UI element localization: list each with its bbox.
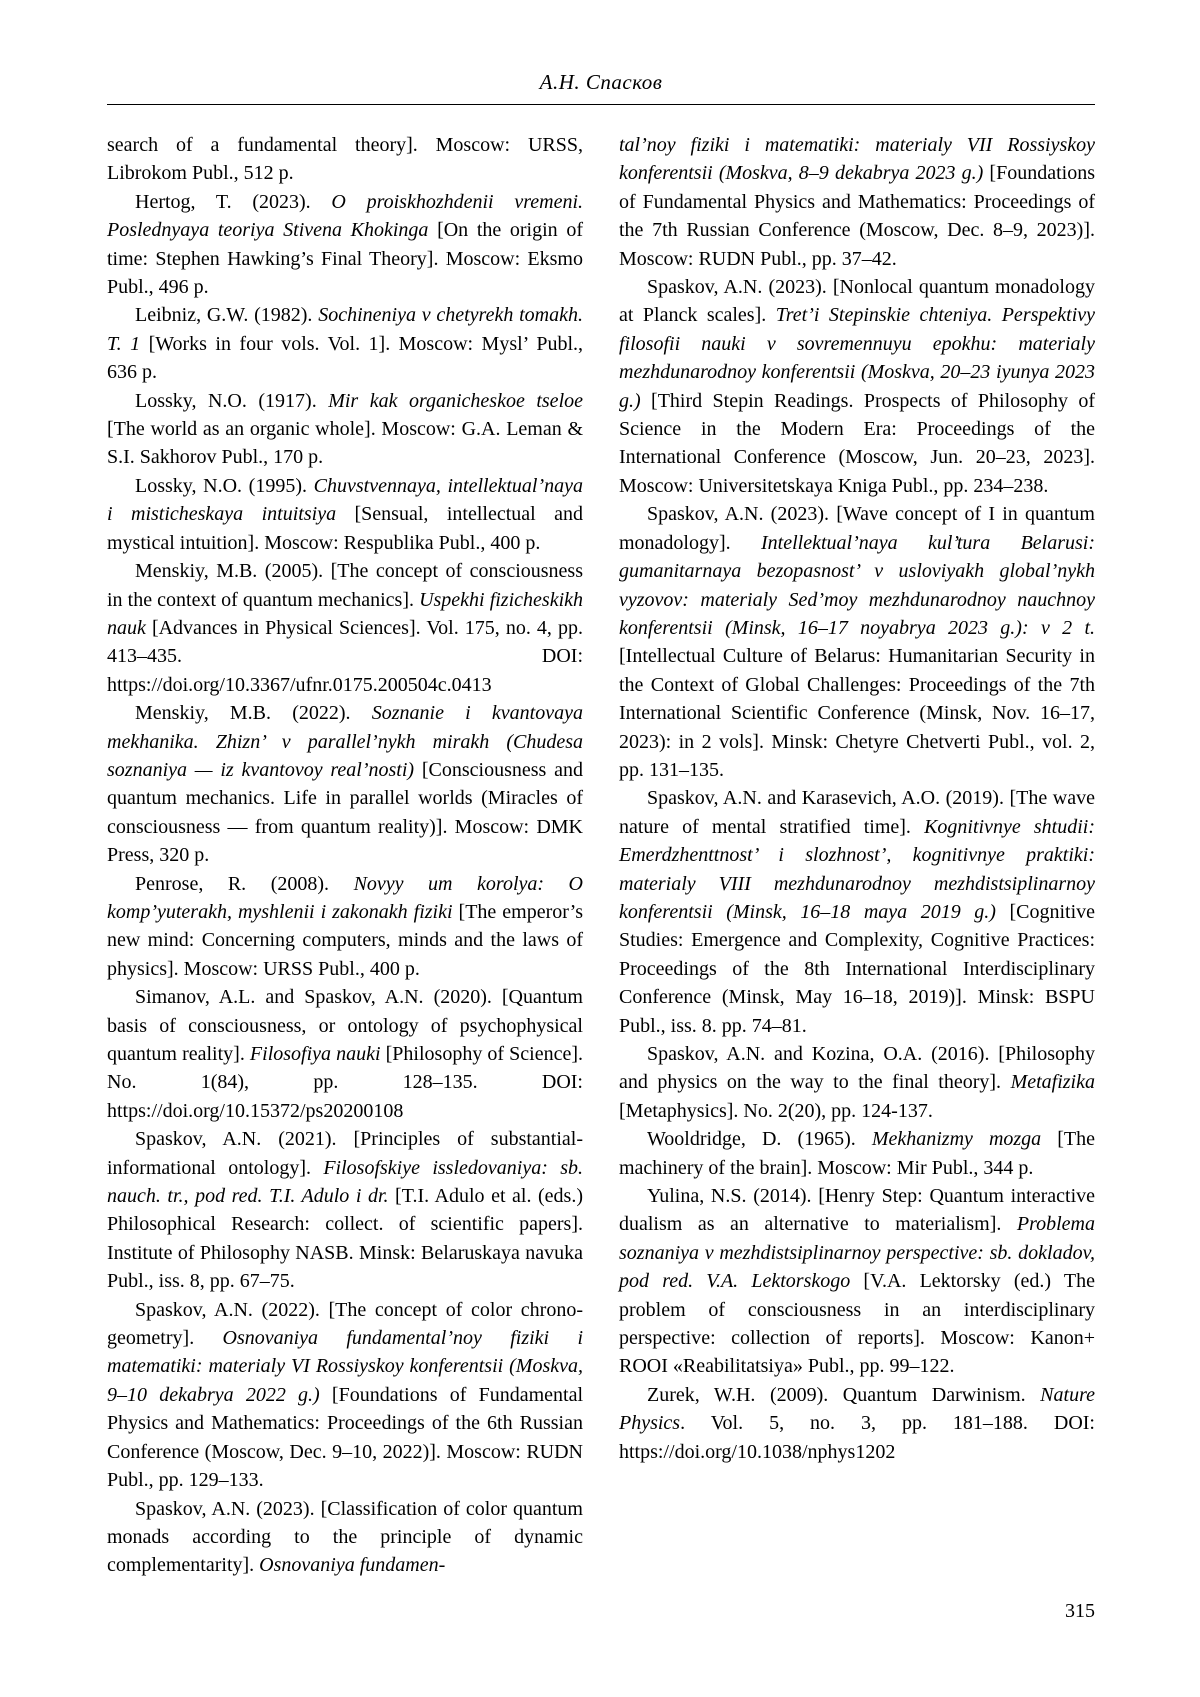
reference-italic-segment: O proiskhozhdenii vremeni. Poslednyaya teoriya Stivena Khokinga [107, 190, 583, 242]
reference-entry [619, 131, 1095, 273]
running-head [107, 70, 1095, 94]
reference-entry [107, 131, 583, 188]
reference-text-segment: Wooldridge, D. (1965). [647, 1128, 872, 1151]
reference-text-segment: search of a fundamental theory]. Moscow: URSS, Librokom Publ., 512 p. [107, 134, 583, 185]
reference-entry [107, 387, 583, 472]
reference-entry [619, 1040, 1095, 1125]
reference-text-segment: [The world as an organic whole]. Moscow: G.A. Leman & S.I. Sakhorov Publ., 170 p. [107, 418, 583, 469]
reference-italic-segment: tal’noy fiziki i matematiki: materialy VII Rossiyskoy konferentsii (Moskva, 8–9 dekabrya 2023 g.) [619, 134, 1095, 185]
reference-text-segment: Spaskov, A.N. and Karasevich, A.O. (2019). [The wave nature of mental stratified time]. [619, 787, 1095, 838]
reference-entry [619, 1125, 1095, 1182]
reference-italic-segment: Filosofskiye issledovaniya: sb. nauch. tr., pod red. T.I. Adulo i dr. [107, 1156, 583, 1208]
reference-entry [619, 784, 1095, 1040]
reference-text-segment: Penrose, R. (2008). [135, 872, 354, 895]
reference-entry [107, 983, 583, 1125]
reference-italic-segment: Novyy um korolya: O komp’yuterakh, myshlenii i zakonakh fiziki [107, 872, 584, 923]
reference-text-segment: Lossky, N.O. (1995). [135, 474, 314, 497]
reference-text-segment: [Foundations of Fundamental Physics and Mathematics: Proceedings of the 6th Russian Conference (Moscow, Dec. 9–10, 2022)]. Moscow: RUDN Publ., pp. 129–133. [107, 1383, 584, 1492]
reference-text-segment: Spaskov, A.N. and Kozina, O.A. (2016). [Philosophy and physics on the way to the final theory]. [619, 1043, 1095, 1094]
reference-italic-segment: Mir kak organicheskoe tseloe [328, 389, 583, 412]
reference-text-segment: Lossky, N.O. (1917). [135, 389, 329, 412]
reference-text-segment: Spaskov, A.N. (2023). [Nonlocal quantum monadology at Planck scales]. [619, 276, 1095, 327]
reference-italic-segment: Uspekhi fizicheskikh nauk [107, 588, 583, 639]
reference-text-segment: [Philosophy of Science]. No. 1(84), pp. 128–135. DOI: https://doi.org/10.15372/ps20200108 [107, 1043, 584, 1122]
reference-entry [107, 699, 583, 869]
reference-italic-segment: Tret’i Stepinskie chteniya. Perspektivy filosofii nauki v sovremennuyu epokhu: materialy mezhdunarodnoy konferentsii (Moskva, 20–23 iyunya 2023 g.) [619, 304, 1095, 412]
reference-entry [619, 1182, 1095, 1381]
right-column [619, 131, 1095, 1580]
reference-entry [107, 188, 583, 302]
reference-entry [619, 500, 1095, 784]
reference-italic-segment: Nature Physics [619, 1383, 1095, 1435]
reference-entry [107, 1125, 583, 1295]
reference-entry [107, 1495, 583, 1580]
reference-text-segment: Menskiy, M.B. (2022). [135, 702, 372, 725]
reference-entry [107, 870, 583, 984]
reference-entry [107, 557, 583, 699]
reference-text-segment: Zurek, W.H. (2009). Quantum Darwinism. [647, 1383, 1041, 1406]
reference-text-segment: Hertog, T. (2023). [135, 190, 332, 213]
reference-entry [107, 301, 583, 386]
reference-text-segment: . Vol. 5, no. 3, pp. 181–188. DOI: https://doi.org/10.1038/nphys1202 [619, 1412, 1095, 1463]
reference-text-segment: [Third Stepin Readings. Prospects of Philosophy of Science in the Modern Era: Proceedings of the International Conference (Moscow, Jun. 20–23, 2023]. Moscow: Universitetskaya Kniga Publ., pp. 234–238. [619, 389, 1095, 497]
header-rule [107, 104, 1095, 105]
reference-entry [619, 1381, 1095, 1466]
reference-italic-segment: Osnovaniya fundamen- [259, 1554, 446, 1577]
reference-entry [619, 273, 1095, 500]
reference-italic-segment: Sochineniya v chetyrekh tomakh. T. 1 [107, 304, 583, 355]
reference-text-segment: [The machinery of the brain]. Moscow: Mir Publ., 344 p. [619, 1128, 1095, 1179]
reference-text-segment: [The emperor’s new mind: Concerning computers, minds and the laws of physics]. Moscow: URSS Publ., 400 p. [107, 900, 583, 980]
reference-text-segment: Spaskov, A.N. (2021). [Principles of substantial-informational ontology]. [107, 1128, 583, 1179]
reference-italic-segment: Soznanie i kvantovaya mekhanika. Zhizn’ v parallel’nykh mirakh (Chudesa soznaniya — iz kvantovoy real’nosti) [107, 702, 583, 781]
reference-text-segment: [T.I. Adulo et al. (eds.) Philosophical Research: collect. of scientific papers]. Institute of Philosophy NASB. Minsk: Belaruskaya navuka Publ., iss. 8, pp. 67–75. [107, 1185, 583, 1293]
reference-italic-segment: Kognitivnye shtudii: Emerdzhenttnost’ i slozhnost’, kognitivnye praktiki: materialy VIII mezhdunarodnoy mezhdistsiplinarnoy konferentsii (Minsk, 16–18 maya 2019 g.) [619, 815, 1095, 923]
reference-italic-segment: Osnovaniya fundamental’noy fiziki i matematiki: materialy VI Rossiyskoy konferentsii (Moskva, 9–10 dekabrya 2022 g.) [107, 1327, 583, 1406]
reference-text-segment: [Foundations of Fundamental Physics and Mathematics: Proceedings of the 7th Russian Conference (Moscow, Dec. 8–9, 2023)]. Moscow: RUDN Publ., pp. 37–42. [619, 162, 1095, 270]
reference-text-segment: Spaskov, A.N. (2022). [The concept of color chrono-geometry]. [107, 1298, 583, 1350]
reference-italic-segment: Chuvstvennaya, intellektual’naya i misticheskaya intuitsiya [107, 474, 583, 526]
reference-text-segment: Yulina, N.S. (2014). [Henry Step: Quantum interactive dualism as an alternative to materialism]. [619, 1185, 1095, 1236]
reference-text-segment: [V.A. Lektorsky (ed.) The problem of consciousness in an interdisciplinary perspective: collection of reports]. Moscow: Kanon+ ROOI «Reabilitatsiya» Publ., pp. 99–122. [619, 1270, 1095, 1378]
reference-italic-segment: Intellektual’naya kul’tura Belarusi: gumanitarnaya bezopasnost’ v usloviyakh global’nykh vyzovov: materialy Sed’moy mezhdunarodnoy nauchnoy konferentsii (Minsk, 16–17 noyabrya 2023 g.): v 2 t. [619, 531, 1095, 639]
reference-text-segment: [Advances in Physical Sciences]. Vol. 175, no. 4, pp. 413–435. DOI: https://doi.org/10.3367/ufnr.0175.200504c.0413 [107, 616, 583, 696]
reference-text-segment: Spaskov, A.N. (2023). [Classification of color quantum monads according to the principle of dynamic complementarity]. [107, 1497, 583, 1577]
reference-italic-segment: Metafizika [1010, 1071, 1095, 1094]
reference-text-segment: Spaskov, A.N. (2023). [Wave concept of I in quantum monadology]. [619, 503, 1095, 554]
author-running-head: А.Н. Спасков [539, 70, 663, 94]
reference-columns [107, 131, 1095, 1580]
reference-text-segment: Menskiy, M.B. (2005). [The concept of consciousness in the context of quantum mechanics]. [107, 560, 583, 611]
reference-entry [107, 1296, 583, 1495]
reference-text-segment: [On the origin of time: Stephen Hawking’s Final Theory]. Moscow: Eksmo Publ., 496 p. [107, 219, 583, 299]
reference-text-segment: [Metaphysics]. No. 2(20), pp. 124-137. [619, 1099, 933, 1122]
reference-italic-segment: Problema soznaniya v mezhdistsiplinarnoy perspective: sb. dokladov, pod red. V.A. Lektorskogo [619, 1213, 1095, 1293]
reference-entry [107, 472, 583, 557]
reference-italic-segment: Mekhanizmy mozga [871, 1128, 1042, 1151]
reference-text-segment: [Sensual, intellectual and mystical intuition]. Moscow: Respublika Publ., 400 p. [107, 503, 584, 554]
reference-text-segment: [Works in four vols. Vol. 1]. Moscow: Mysl’ Publ., 636 p. [107, 332, 583, 384]
left-column [107, 131, 583, 1580]
reference-text-segment: [Intellectual Culture of Belarus: Humanitarian Security in the Context of Global Challenges: Proceedings of the 7th International Scientific Conference (Minsk, Nov. 16–17, 2023): in 2 vols]. Minsk: Chetyre Chetverti Publ., vol. 2, pp. 131–135. [619, 645, 1095, 781]
reference-text-segment: [Consciousness and quantum mechanics. Life in parallel worlds (Miracles of consciousness — from quantum reality)]. Moscow: DMK Press, 320 p. [107, 758, 583, 867]
reference-text-segment: [Cognitive Studies: Emergence and Complexity, Cognitive Practices: Proceedings of the 8th International Interdisciplinary Conference (Minsk, May 16–18, 2019)]. Minsk: BSPU Publ., iss. 8. pp. 74–81. [619, 900, 1096, 1037]
reference-italic-segment: Filosofiya nauki [249, 1043, 381, 1065]
page-number: 315 [1065, 1600, 1095, 1622]
reference-text-segment: Simanov, A.L. and Spaskov, A.N. (2020). [Quantum basis of consciousness, or ontology of psychophysical quantum reality]. [107, 986, 583, 1065]
reference-text-segment: Leibniz, G.W. (1982). [135, 304, 319, 327]
